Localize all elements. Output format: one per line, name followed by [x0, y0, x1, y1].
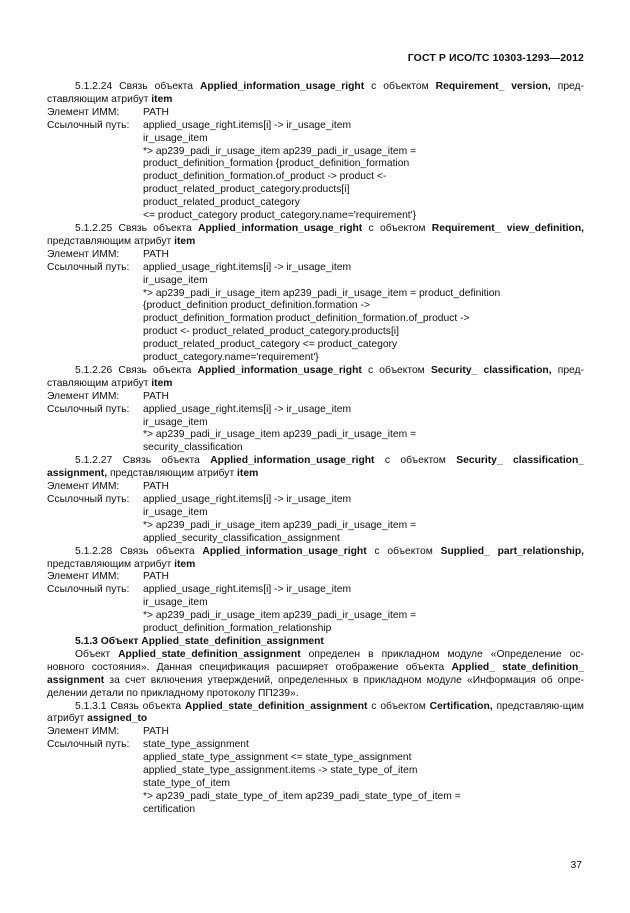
element-row: Элемент ИММ: PATH — [47, 726, 169, 738]
path-line: *> ap239_padi_ir_usage_item ap239_padi_ir_usage_item = product_definition — [143, 287, 501, 299]
element-row: Элемент ИММ: PATH — [47, 571, 169, 583]
document-body — [47, 81, 584, 817]
path-line: ir_usage_item — [143, 132, 208, 144]
path-line: applied_security_classification_assignment — [143, 532, 340, 544]
path-line: *> ap239_padi_ir_usage_item ap239_padi_ir_usage_item = — [143, 429, 417, 441]
clause-5-1-2-27: 5.1.2.27 Связь объекта Applied_information_usage_right с объектом Security_ classification_ assignment, представляющим атрибут item — [47, 455, 584, 480]
path-line: *> ap239_padi_ir_usage_item ap239_padi_ir_usage_item = — [143, 145, 417, 157]
path-line: product_related_product_category.products[i] — [143, 184, 350, 196]
clause-5-1-2-24: 5.1.2.24 Связь объекта Applied_information_usage_right с объектом Requirement_ version, пред-ставляющим атрибут item — [47, 81, 584, 105]
element-row: Элемент ИММ: PATH — [47, 481, 169, 493]
path-line: security_classification — [143, 442, 243, 454]
ref-path-row: Ссылочный путь: state_type_assignment — [47, 739, 249, 751]
section-heading: 5.1.3 Объект Applied_state_definition_assignment — [75, 635, 324, 647]
path-line: product_related_product_category <= product_category — [143, 339, 398, 351]
path-line: ir_usage_item — [143, 506, 208, 518]
path-line: product_definition_formation product_definition_formation.of_product -> — [143, 313, 470, 325]
path-line: product_definition_formation.of_product -> product <- — [143, 171, 387, 183]
path-line: certification — [143, 803, 196, 815]
path-line: product_definition_formation {product_definition_formation — [143, 158, 410, 170]
clause-5-1-2-26: 5.1.2.26 Связь объекта Applied_information_usage_right с объектом Security_ classification, пред-ставляющим атрибут item — [47, 364, 584, 389]
path-line: *> ap239_padi_state_type_of_item ap239_padi_state_type_of_item = — [143, 790, 461, 802]
page-number: 37 — [570, 860, 582, 871]
path-line: *> ap239_padi_ir_usage_item ap239_padi_ir_usage_item = — [143, 610, 417, 622]
clause-5-1-2-25: 5.1.2.25 Связь объекта Applied_information_usage_right с объектом Requirement_ view_definition, представляющим атрибут item — [47, 222, 584, 247]
section-paragraph: Объект Applied_state_definition_assignment определен в прикладном модуле «Определение ос-новного состояния». Данная спецификация расширяет отображение объекта Applied_ state_definition_ assignment за счет включения утверждений, определенных в прикладном модуле «Информация об опре-делении детали по прикладному протоколу ПП239». — [47, 648, 584, 699]
path-line: product <- product_related_product_category.products[i] — [143, 326, 399, 338]
path-line: product_category.name='requirement'} — [143, 352, 319, 364]
path-line: {product_definition product_definition.formation -> — [143, 300, 370, 312]
ref-path-row: Ссылочный путь: applied_usage_right.items[i] -> ir_usage_item — [47, 261, 352, 273]
element-row: Элемент ИММ: PATH — [47, 248, 169, 260]
ref-path-row: Ссылочный путь: applied_usage_right.items[i] -> ir_usage_item — [47, 494, 352, 505]
path-line: ir_usage_item — [143, 597, 208, 609]
path-line: product_related_product_category — [143, 197, 300, 209]
ref-path-row: Ссылочный путь: applied_usage_right.items[i] -> ir_usage_item — [47, 119, 352, 131]
element-row: Элемент ИММ: PATH — [47, 106, 169, 118]
ref-path-row: Ссылочный путь: applied_usage_right.items[i] -> ir_usage_item — [47, 403, 352, 415]
clause-5-1-2-28: 5.1.2.28 Связь объекта Applied_information_usage_right с объектом Supplied_ part_relationship, представляющим атрибут item — [47, 545, 584, 570]
path-line: applied_state_type_assignment <= state_type_assignment — [143, 752, 412, 764]
path-line: ir_usage_item — [143, 416, 208, 428]
path-line: product_definition_formation_relationship — [143, 623, 332, 635]
path-line: <= product_category product_category.name='requirement'} — [143, 210, 417, 222]
path-line: state_type_of_item — [143, 777, 231, 789]
document-header: ГОСТ Р ИСО/ТС 10303-1293—2012 — [407, 52, 584, 64]
ref-path-row: Ссылочный путь: applied_usage_right.items[i] -> ir_usage_item — [47, 584, 352, 596]
path-line: applied_state_type_assignment.items -> state_type_of_item — [143, 765, 418, 777]
path-line: *> ap239_padi_ir_usage_item ap239_padi_ir_usage_item = — [143, 519, 417, 531]
element-row: Элемент ИММ: PATH — [47, 390, 169, 402]
path-line: ir_usage_item — [143, 274, 208, 286]
clause-5-1-3-1: 5.1.3.1 Связь объекта Applied_state_definition_assignment с объектом Certification, представляю-щим атрибут assigned_to — [47, 700, 585, 725]
